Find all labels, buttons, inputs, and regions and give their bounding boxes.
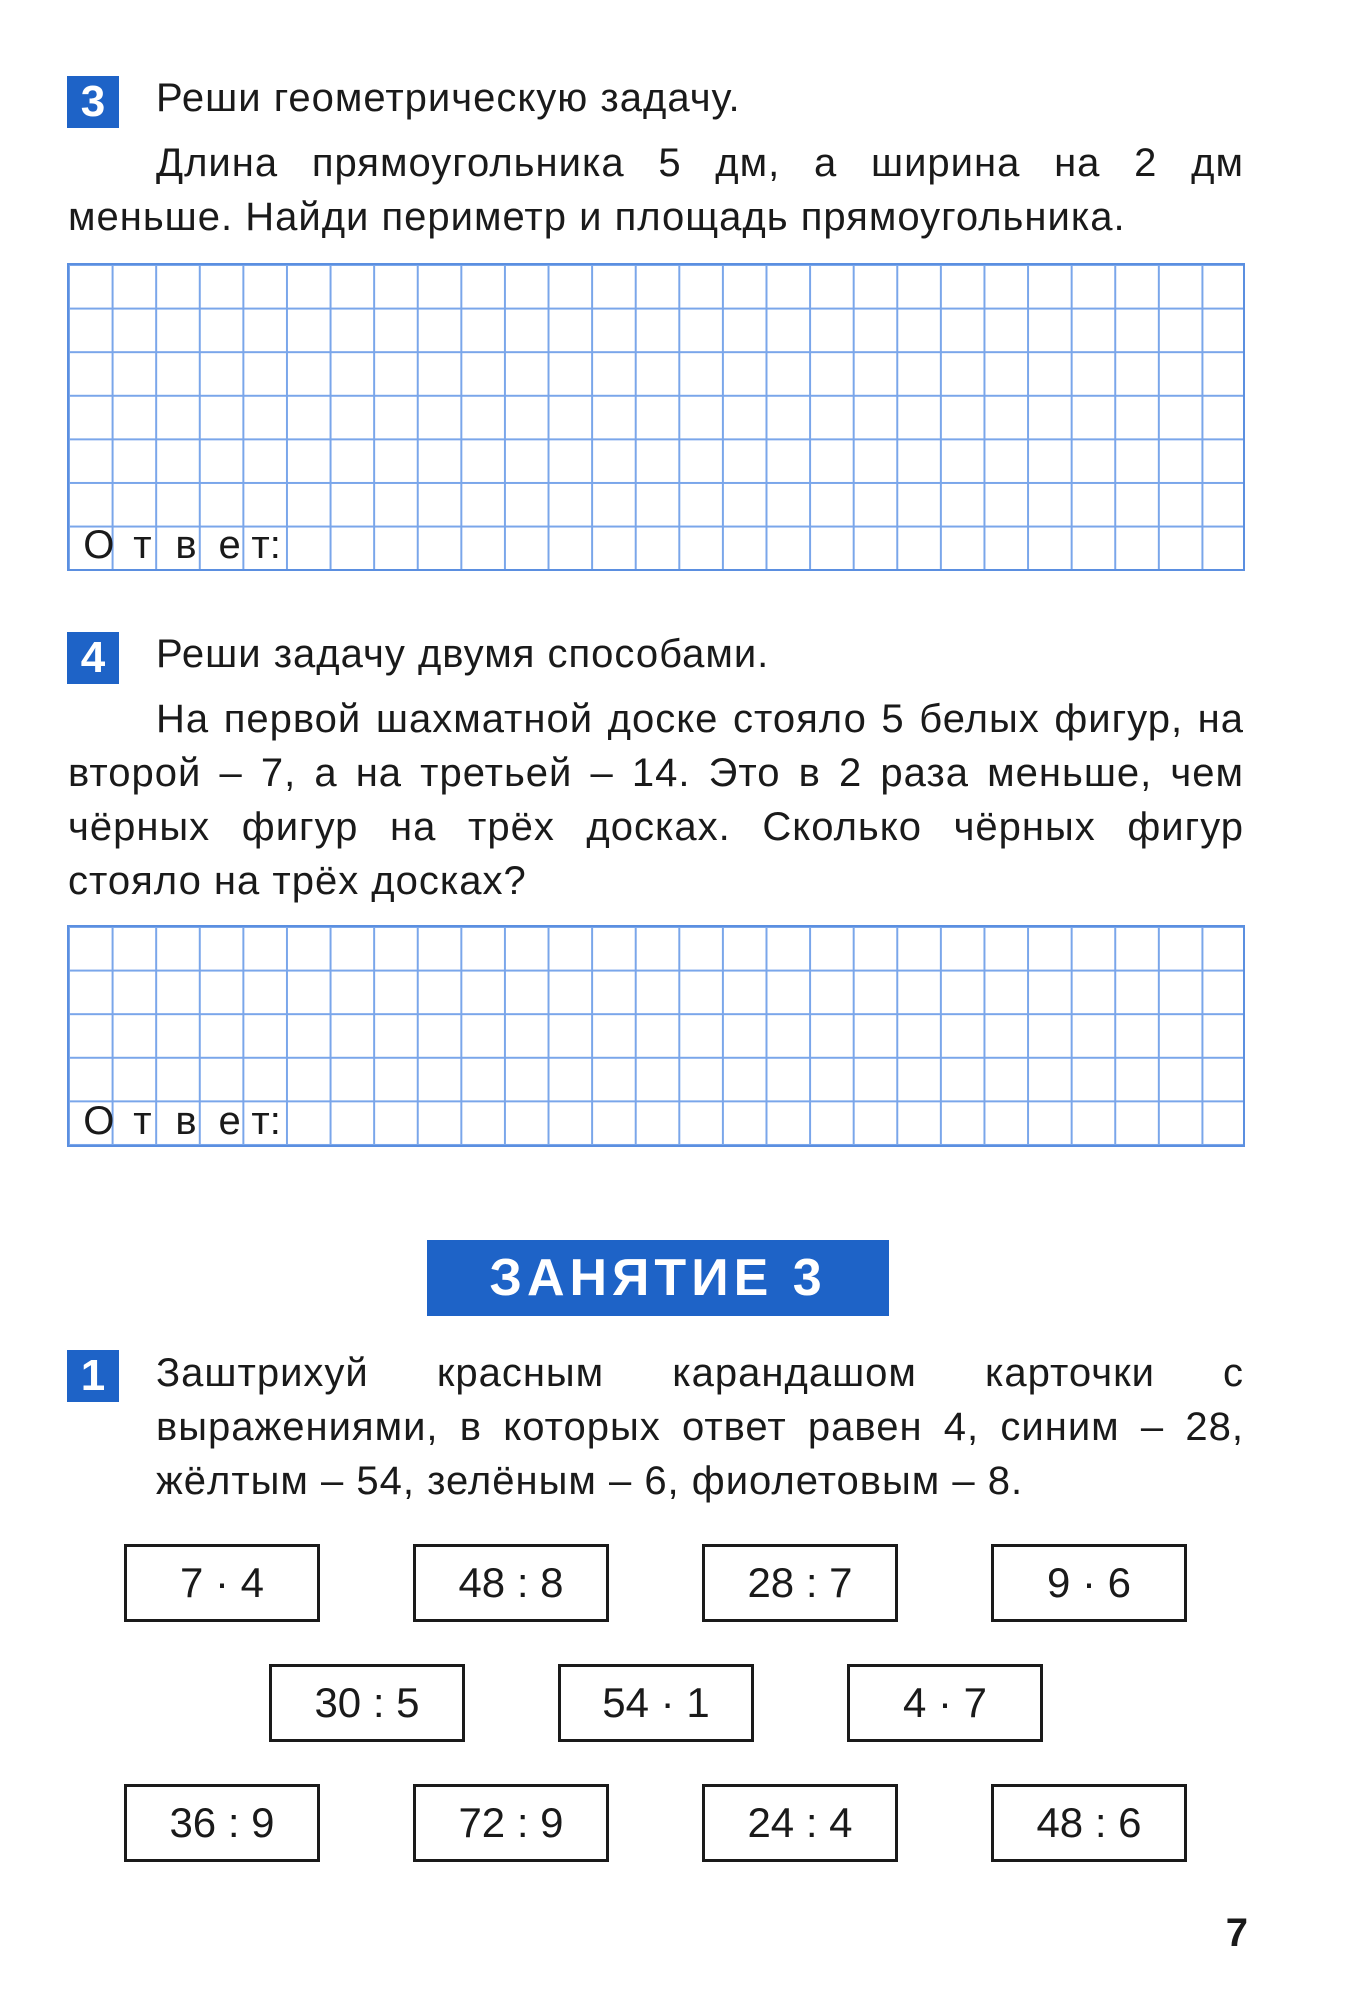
task-3-text: Длина прямоугольника 5 дм, а ширина на 2 дм меньше. Найди периметр и площадь прямоугольника. [68,141,1244,239]
task-3-answer-grid[interactable] [67,263,1245,571]
task-4-answer-grid[interactable] [67,925,1245,1147]
task-4-answer-label [77,1099,295,1143]
expression-card[interactable]: 36 : 9 [124,1784,320,1862]
task-4-text: На первой шахматной доске стояло 5 белых фигур, на второй – 7, а на третьей – 14. Это в 2 раза меньше, чем чёрных фигур на трёх досках. Сколько чёрных фигур стояло на трёх досках? [68,697,1244,903]
answer-letter: т [133,1099,152,1143]
expression-card[interactable]: 30 : 5 [269,1664,465,1742]
task-3-number-badge: 3 [67,76,119,128]
answer-letter: е [218,523,241,567]
task-4-number-badge: 4 [67,632,119,684]
task-4-heading: Реши задачу двумя способами. [156,632,770,676]
expression-card[interactable]: 24 : 4 [702,1784,898,1862]
answer-letter: в [175,523,197,567]
answer-letter: в [175,1099,197,1143]
answer-letter: О [83,1099,115,1143]
expression-card[interactable]: 72 : 9 [413,1784,609,1862]
task-3-heading: Реши геометрическую задачу. [156,76,741,120]
task-1-number-badge: 1 [67,1350,119,1402]
answer-letter: т [133,523,152,567]
page-number: 7 [1225,1911,1248,1955]
answer-letter: т: [251,1099,281,1143]
answer-letter: О [83,523,115,567]
expression-card[interactable]: 9 · 6 [991,1544,1187,1622]
expression-card[interactable]: 54 · 1 [558,1664,754,1742]
expression-card[interactable]: 7 · 4 [124,1544,320,1622]
task-3-answer-label [77,523,295,567]
answer-letter: т: [251,523,281,567]
expression-card[interactable]: 28 : 7 [702,1544,898,1622]
expression-card[interactable]: 48 : 8 [413,1544,609,1622]
lesson-title-banner: ЗАНЯТИЕ 3 [427,1240,889,1316]
task-1-text: Заштрихуй красным карандашом карточки с выражениями, в которых ответ равен 4, синим – 28, жёлтым – 54, зелёным – 6, фиолетовым – 8. [156,1351,1244,1503]
expression-card[interactable]: 48 : 6 [991,1784,1187,1862]
expression-card[interactable]: 4 · 7 [847,1664,1043,1742]
answer-letter: е [218,1099,241,1143]
